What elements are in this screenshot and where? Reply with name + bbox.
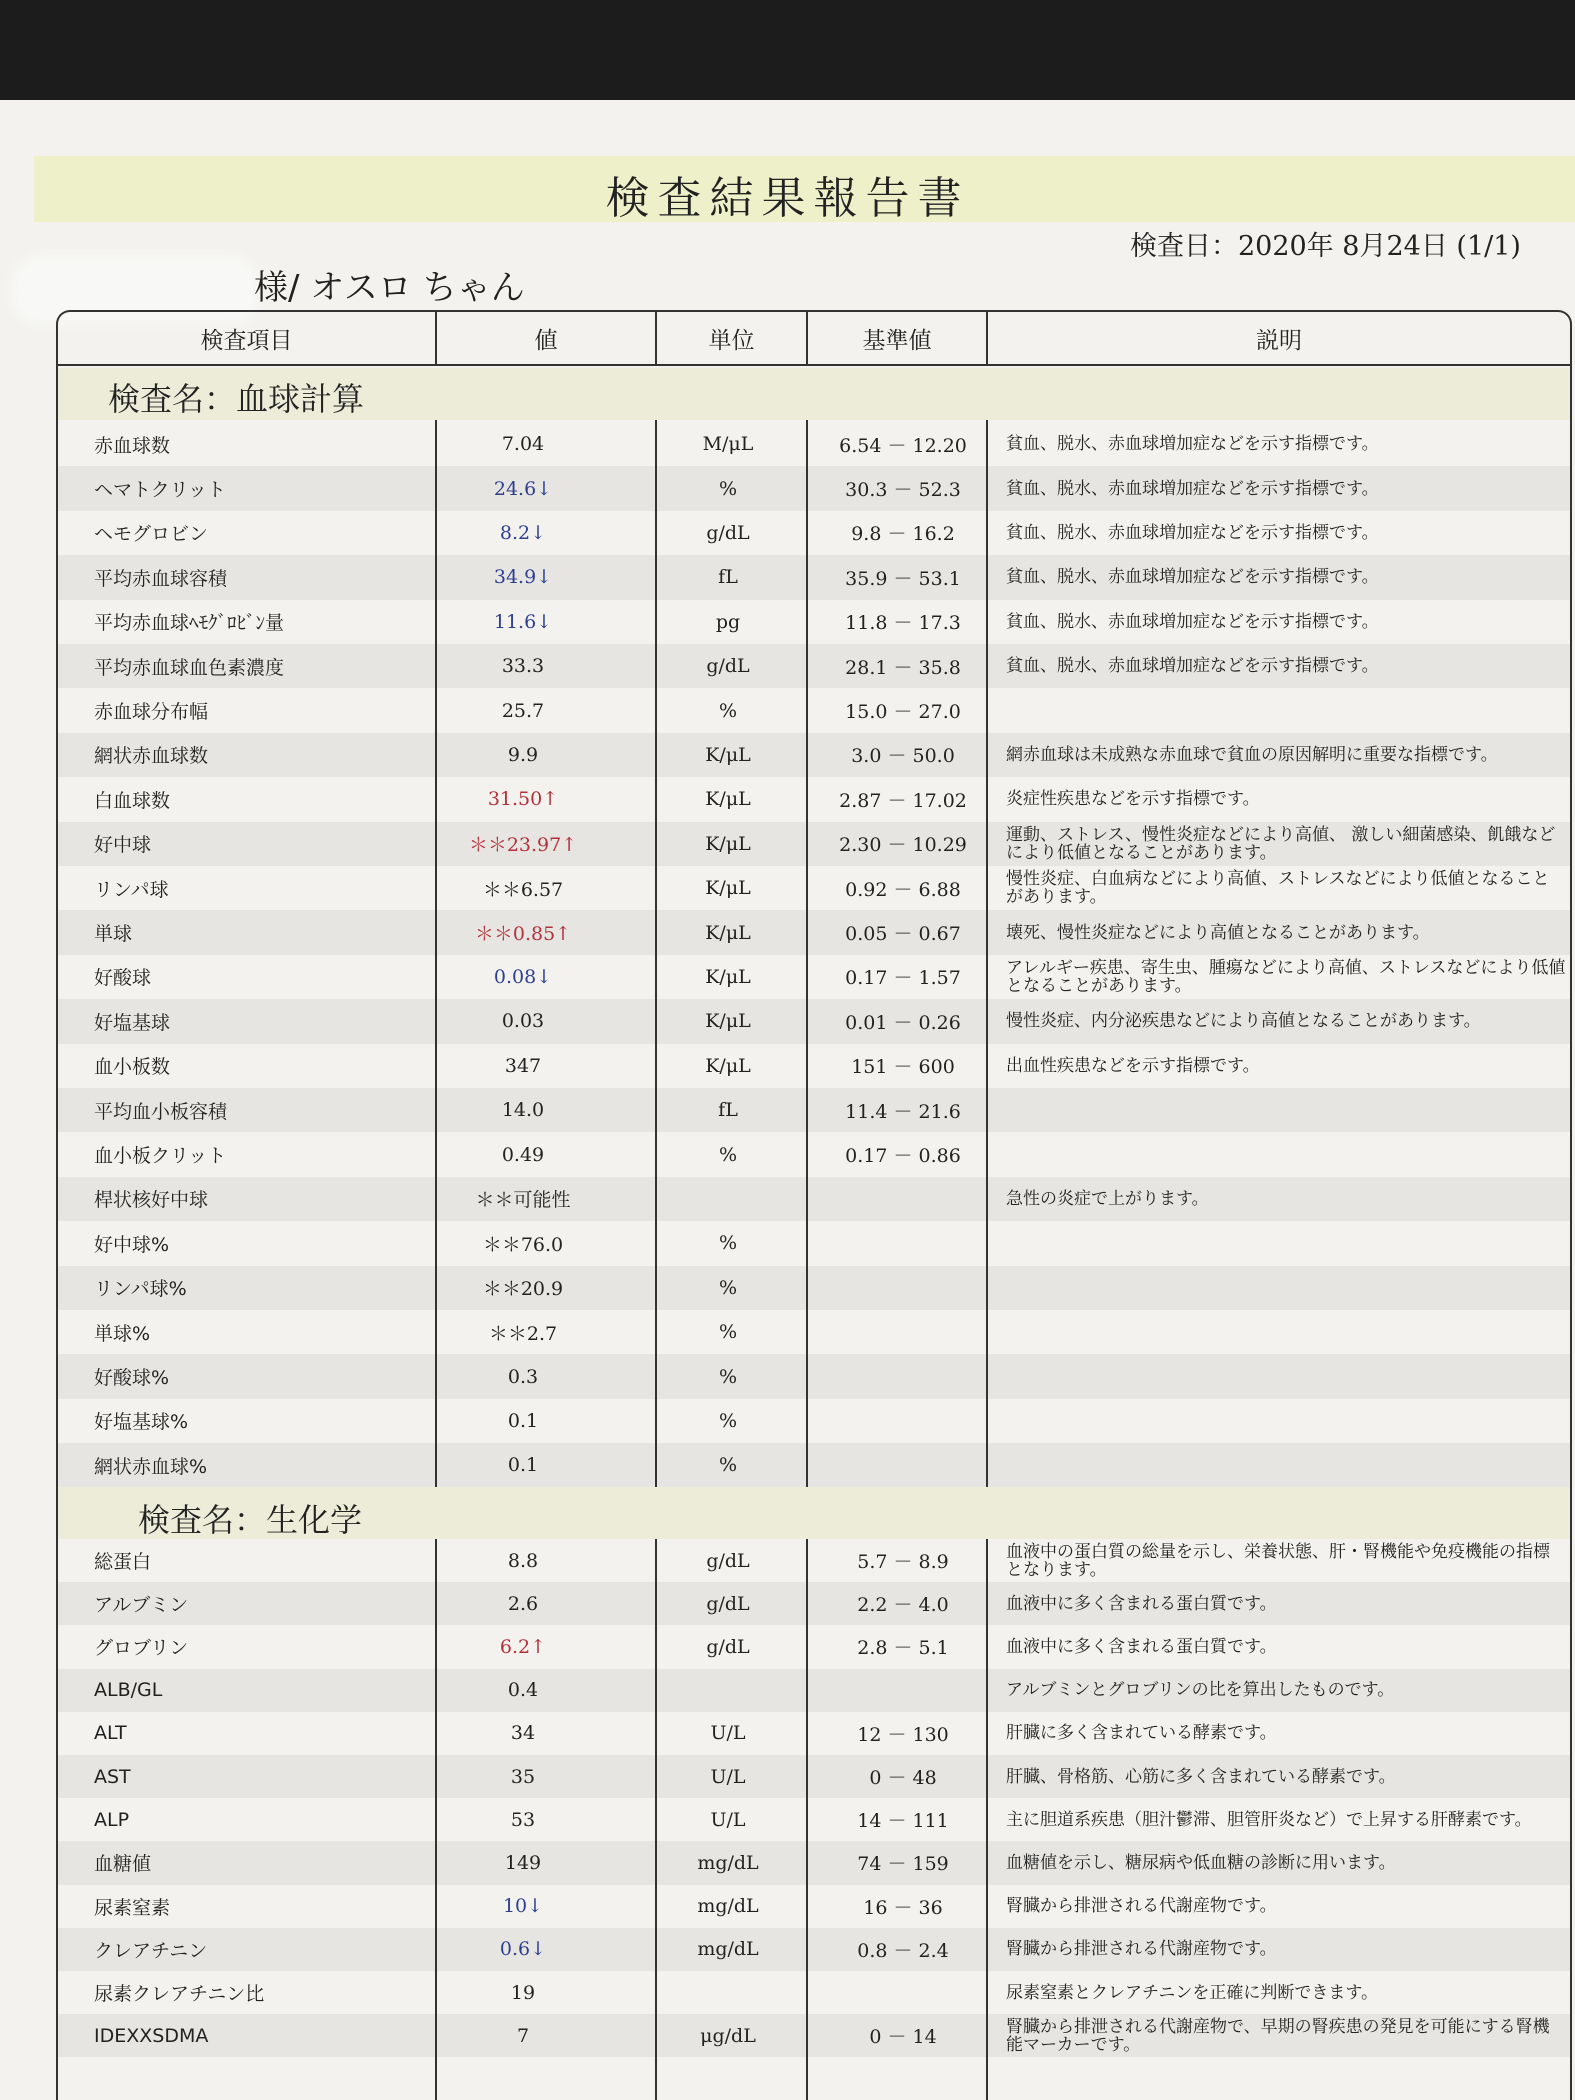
test-unit: mg/dL: [697, 1851, 759, 1874]
table-row: [58, 733, 1570, 777]
test-unit: %: [718, 1454, 738, 1477]
test-unit: g/dL: [706, 1635, 750, 1658]
reference-range: 0.92 － 6.88: [845, 878, 961, 901]
test-unit: %: [718, 699, 738, 722]
reference-range: 11.8 － 17.3: [845, 612, 961, 635]
reference-range: [813, 1971, 993, 2014]
test-unit: %: [718, 1409, 738, 1432]
test-name: リンパ球%: [94, 1278, 187, 1301]
test-description: アルブミンとグロブリンの比を算出したものです。: [1006, 1680, 1395, 1701]
test-description: 貧血、脱水、赤血球増加症などを示す指標です。: [1006, 434, 1379, 455]
table-row: [58, 1841, 1570, 1884]
test-name: 血糖値: [94, 1853, 152, 1876]
test-description: 貧血、脱水、赤血球増加症などを示す指標です。: [1006, 567, 1379, 588]
test-name: 総蛋白: [94, 1551, 152, 1574]
test-unit: %: [718, 1232, 738, 1255]
test-name: 白血球数: [94, 789, 171, 812]
test-value: 8.8: [507, 1549, 539, 1572]
reference-range: [813, 1669, 993, 1712]
test-value: 2.6: [507, 1592, 539, 1615]
test-name: 平均赤血球容積: [94, 567, 228, 590]
test-name: AST: [94, 1765, 131, 1788]
test-unit: mg/dL: [697, 1938, 759, 1961]
table-row: [58, 1971, 1570, 2014]
test-unit: K/μL: [705, 965, 751, 988]
table-row: [58, 1928, 1570, 1971]
table-row: [58, 2014, 1570, 2057]
reference-range: 5.7 － 8.9: [857, 1551, 949, 1574]
reference-range: 0.17 － 0.86: [845, 1145, 961, 1168]
reference-range: 6.54 － 12.20: [839, 434, 967, 457]
reference-range: [813, 1354, 993, 1398]
test-unit: K/μL: [705, 788, 751, 811]
table-row: [58, 1582, 1570, 1625]
test-description: 血糖値を示し、糖尿病や低血糖の診断に用います。: [1006, 1852, 1396, 1873]
test-description: 慢性炎症、白血病などにより高値、ストレスなどにより低値となることがあります。: [1006, 869, 1550, 908]
reference-range: 30.3 － 52.3: [845, 479, 961, 502]
test-name: 血小板数: [94, 1056, 171, 1079]
test-description: 血液中の蛋白質の総量を示し、栄養状態、肝・腎機能や免疫機能の指標となります。: [1006, 1541, 1550, 1580]
test-description: 腎臓から排泄される代謝産物です。: [1006, 1939, 1277, 1960]
test-unit: K/μL: [705, 1010, 751, 1033]
test-name: 好塩基球: [94, 1011, 171, 1034]
test-value: ＊＊2.7: [488, 1322, 558, 1345]
test-description: 貧血、脱水、赤血球増加症などを示す指標です。: [1006, 478, 1379, 499]
test-value: ＊＊20.9: [482, 1278, 564, 1301]
table-row: [58, 1132, 1570, 1176]
test-unit: %: [718, 477, 738, 500]
test-name: 赤血球数: [94, 434, 171, 457]
test-name: 平均赤血球血色素濃度: [94, 656, 285, 679]
test-name: 平均赤血球ﾍﾓｸﾞﾛﾋﾞﾝ量: [94, 612, 285, 635]
table-row: [58, 1399, 1570, 1443]
test-value: 19: [510, 1981, 536, 2004]
test-value: 35: [510, 1765, 536, 1788]
test-description: 貧血、脱水、赤血球増加症などを示す指標です。: [1006, 656, 1379, 677]
test-value: 0.03: [501, 1010, 545, 1033]
table-row: [58, 1221, 1570, 1265]
test-unit: M/μL: [702, 433, 754, 456]
test-unit: K/μL: [705, 832, 751, 855]
test-description: 炎症性疾患などを示す指標です。: [1006, 789, 1260, 810]
col-divider: [435, 420, 437, 1487]
test-value: 0.6↓: [499, 1938, 547, 1961]
test-description: [1006, 1132, 1566, 1176]
col-divider: [435, 1539, 437, 2100]
table-row: [58, 1044, 1570, 1088]
reference-range: 0.01 － 0.26: [845, 1011, 961, 1034]
test-name: 好中球%: [94, 1233, 170, 1256]
test-value: 34.9↓: [493, 566, 553, 589]
test-value: 31.50↑: [487, 788, 559, 811]
col-divider: [986, 420, 988, 1487]
test-description: 貧血、脱水、赤血球増加症などを示す指標です。: [1006, 522, 1379, 543]
test-unit: %: [718, 1321, 738, 1344]
reference-range: 2.87 － 17.02: [839, 789, 967, 812]
test-value: 14.0: [501, 1099, 545, 1122]
test-value: ＊＊0.85↑: [474, 923, 572, 946]
test-value: 0.49: [501, 1143, 545, 1166]
test-value: 149: [504, 1851, 542, 1874]
test-description: 腎臓から排泄される代謝産物です。: [1006, 1896, 1277, 1917]
header-value: 値: [437, 312, 657, 366]
test-unit: K/μL: [705, 921, 751, 944]
test-description: 運動、ストレス、慢性炎症などにより高値、 激しい細菌感染、飢餓などにより低値となることがあります。: [1006, 824, 1556, 863]
test-value: 33.3: [501, 655, 545, 678]
test-unit: U/L: [710, 1808, 746, 1831]
table-row: [58, 999, 1570, 1043]
test-unit: fL: [718, 566, 738, 589]
test-description: [1006, 1310, 1566, 1354]
test-value: 7: [516, 2024, 530, 2047]
test-unit: pg: [715, 610, 741, 633]
col-divider: [655, 1539, 657, 2100]
test-name: 網状赤血球数: [94, 745, 209, 768]
test-value: ＊＊可能性: [475, 1189, 571, 1212]
test-name: 好塩基球%: [94, 1411, 189, 1434]
test-value: ＊＊23.97↑: [468, 834, 578, 857]
test-description: 貧血、脱水、赤血球増加症などを示す指標です。: [1006, 611, 1379, 632]
reference-range: 74 － 159: [857, 1853, 949, 1876]
test-value: 24.6↓: [493, 477, 553, 500]
test-unit: fL: [718, 1099, 738, 1122]
test-description: 主に胆道系疾患（胆汁鬱滞、胆管肝炎など）で上昇する肝酵素です。: [1006, 1809, 1532, 1830]
test-description: [1006, 1088, 1566, 1132]
test-description: 肝臓、骨格筋、心筋に多く含まれている酵素です。: [1006, 1766, 1396, 1787]
reference-range: 14 － 111: [857, 1810, 949, 1833]
section1-title: 検査名：血球計算: [108, 380, 365, 418]
results-table: [56, 310, 1572, 2100]
test-name: 単球%: [94, 1322, 151, 1345]
table-row: [58, 1088, 1570, 1132]
test-unit: g/dL: [706, 1592, 750, 1615]
test-value: ＊＊6.57: [482, 878, 564, 901]
table-row: [58, 955, 1570, 999]
test-unit: K/μL: [705, 1054, 751, 1077]
test-value: 7.04: [501, 433, 545, 456]
test-value: 11.6↓: [493, 610, 553, 633]
test-name: アルブミン: [94, 1594, 189, 1617]
test-description: [1006, 688, 1566, 732]
header-reference: 基準値: [808, 312, 988, 366]
reference-range: 35.9 － 53.1: [845, 567, 961, 590]
test-name: ALP: [94, 1808, 130, 1831]
reference-range: 151 － 600: [851, 1056, 955, 1079]
test-name: ALT: [94, 1722, 127, 1745]
test-name: 尿素窒素: [94, 1896, 171, 1919]
test-name: 好酸球: [94, 967, 152, 990]
reference-range: [813, 1310, 993, 1354]
col-divider: [806, 420, 808, 1487]
table-row: [58, 1539, 1570, 1582]
test-value: 8.2↓: [499, 521, 547, 544]
test-name: IDEXXSDMA: [94, 2024, 209, 2047]
test-value: 6.2↑: [499, 1635, 547, 1658]
test-name: 単球: [94, 923, 133, 946]
test-description: 尿素窒素とクレアチニンを正確に判断できます。: [1006, 1982, 1378, 2003]
test-name: 好酸球%: [94, 1367, 170, 1390]
table-row: [58, 1798, 1570, 1841]
test-value: 0.08↓: [493, 965, 553, 988]
test-unit: g/dL: [706, 655, 750, 678]
report-paper: [0, 100, 1575, 2100]
test-description: 血液中に多く含まれる蛋白質です。: [1006, 1636, 1277, 1657]
test-name: ヘマトクリット: [94, 479, 226, 502]
table-row: [58, 777, 1570, 821]
reference-range: 9.8 － 16.2: [851, 523, 955, 546]
test-description: 急性の炎症で上がります。: [1006, 1188, 1209, 1209]
table-row: [58, 1266, 1570, 1310]
patient-label: 様/ オスロ ちゃん: [254, 268, 525, 308]
test-name: クレアチニン: [94, 1939, 208, 1962]
reference-range: 3.0 － 50.0: [851, 745, 955, 768]
test-unit: g/dL: [706, 521, 750, 544]
reference-range: 11.4 － 21.6: [845, 1100, 961, 1123]
test-description: 肝臓に多く含まれている酵素です。: [1006, 1723, 1277, 1744]
test-unit: %: [718, 1365, 738, 1388]
test-name: 網状赤血球%: [94, 1455, 208, 1478]
table-row: [58, 1669, 1570, 1712]
test-unit: K/μL: [705, 743, 751, 766]
test-value: 0.1: [507, 1454, 539, 1477]
test-description: 網赤血球は未成熟な赤血球で貧血の原因解明に重要な指標です。: [1006, 744, 1498, 765]
test-value: 34: [510, 1722, 536, 1745]
reference-range: [813, 1266, 993, 1310]
table-row: [58, 511, 1570, 555]
test-unit: %: [718, 1143, 738, 1166]
reference-range: 0.17 － 1.57: [845, 967, 961, 990]
test-unit: K/μL: [705, 877, 751, 900]
test-value: 53: [510, 1808, 536, 1831]
test-value: 9.9: [507, 743, 539, 766]
report-title: 検査結果報告書: [605, 173, 970, 224]
test-name: 尿素クレアチニン比: [94, 1983, 265, 2006]
table-row: [58, 822, 1570, 866]
table-row: [58, 466, 1570, 510]
test-unit: [658, 1971, 798, 2014]
col-divider: [806, 1539, 808, 2100]
test-description: 腎臓から排泄される代謝産物で、早期の腎疾患の発見を可能にする腎機能マーカーです。: [1006, 2016, 1550, 2055]
test-unit: U/L: [710, 1765, 746, 1788]
test-unit: mg/dL: [697, 1895, 759, 1918]
table-row: [58, 600, 1570, 644]
reference-range: 0 － 14: [869, 2026, 937, 2049]
reference-range: 2.2 － 4.0: [857, 1594, 949, 1617]
table-row: [58, 866, 1570, 910]
test-value: 0.1: [507, 1409, 539, 1432]
test-value: 10↓: [502, 1895, 544, 1918]
section2-title: 検査名：生化学: [138, 1501, 363, 1539]
redacted-owner-name: [20, 263, 250, 317]
reference-range: 2.30 － 10.29: [839, 834, 967, 857]
table-row: [58, 1712, 1570, 1755]
reference-range: [813, 1177, 993, 1221]
reference-range: 0.8 － 2.4: [857, 1939, 949, 1962]
test-description: 出血性疾患などを示す指標です。: [1006, 1055, 1260, 1076]
table-row: [58, 688, 1570, 732]
reference-range: [813, 1399, 993, 1443]
reference-range: 12 － 130: [857, 1723, 949, 1746]
test-description: アレルギー疾患、寄生虫、腫瘍などにより高値、ストレスなどにより低値となることがあります。: [1006, 957, 1566, 996]
test-name: 好中球: [94, 834, 152, 857]
test-unit: g/dL: [706, 1549, 750, 1572]
test-name: ヘモグロビン: [94, 523, 209, 546]
col-divider: [986, 1539, 988, 2100]
header-unit: 単位: [657, 312, 808, 366]
reference-range: 0.05 － 0.67: [845, 923, 961, 946]
test-value: ＊＊76.0: [482, 1233, 564, 1256]
header-item: 検査項目: [58, 312, 437, 366]
test-unit: U/L: [710, 1722, 746, 1745]
test-value: 0.3: [507, 1365, 539, 1388]
test-unit: %: [718, 1276, 738, 1299]
table-row: [58, 1310, 1570, 1354]
test-description: 慢性炎症、内分泌疾患などにより高値となることがあります。: [1006, 1011, 1481, 1032]
table-row: [58, 1625, 1570, 1668]
test-unit: μg/dL: [700, 2024, 756, 2047]
reference-range: [813, 1443, 993, 1487]
test-description: [1006, 1443, 1566, 1487]
test-name: 桿状核好中球: [94, 1189, 209, 1212]
table-row: [58, 1443, 1570, 1487]
patient-name: [20, 260, 525, 317]
table-row: [58, 644, 1570, 688]
test-name: ALB/GL: [94, 1679, 163, 1702]
header-description: 説明: [988, 312, 1570, 366]
test-name: リンパ球: [94, 878, 169, 901]
test-unit: [658, 1177, 798, 1221]
table-row: [58, 1755, 1570, 1798]
test-description: [1006, 1266, 1566, 1310]
test-value: 25.7: [501, 699, 545, 722]
table-row: [58, 1177, 1570, 1221]
exam-date: 検査日：2020年 8月24日 (1/1): [1130, 231, 1521, 262]
table-row: [58, 910, 1570, 954]
reference-range: 15.0 － 27.0: [845, 701, 961, 724]
test-description: [1006, 1221, 1566, 1265]
col-divider: [655, 420, 657, 1487]
test-description: [1006, 1399, 1566, 1443]
test-description: [1006, 1354, 1566, 1398]
test-name: 平均血小板容積: [94, 1100, 228, 1123]
test-name: 赤血球分布幅: [94, 701, 209, 724]
test-value: 347: [504, 1054, 542, 1077]
table-row: [58, 555, 1570, 599]
reference-range: 16 － 36: [863, 1896, 943, 1919]
test-unit: [658, 1669, 798, 1712]
table-row: [58, 1885, 1570, 1928]
table-row: [58, 1354, 1570, 1398]
test-value: 0.4: [507, 1679, 539, 1702]
table-row: [58, 422, 1570, 466]
reference-range: [813, 1221, 993, 1265]
test-name: グロブリン: [94, 1637, 189, 1660]
reference-range: 2.8 － 5.1: [857, 1637, 949, 1660]
test-name: 血小板クリット: [94, 1145, 227, 1168]
reference-range: 28.1 － 35.8: [845, 656, 961, 679]
reference-range: 0 － 48: [869, 1767, 937, 1790]
test-description: 血液中に多く含まれる蛋白質です。: [1006, 1593, 1277, 1614]
test-description: 壊死、慢性炎症などにより高値となることがあります。: [1006, 922, 1430, 943]
